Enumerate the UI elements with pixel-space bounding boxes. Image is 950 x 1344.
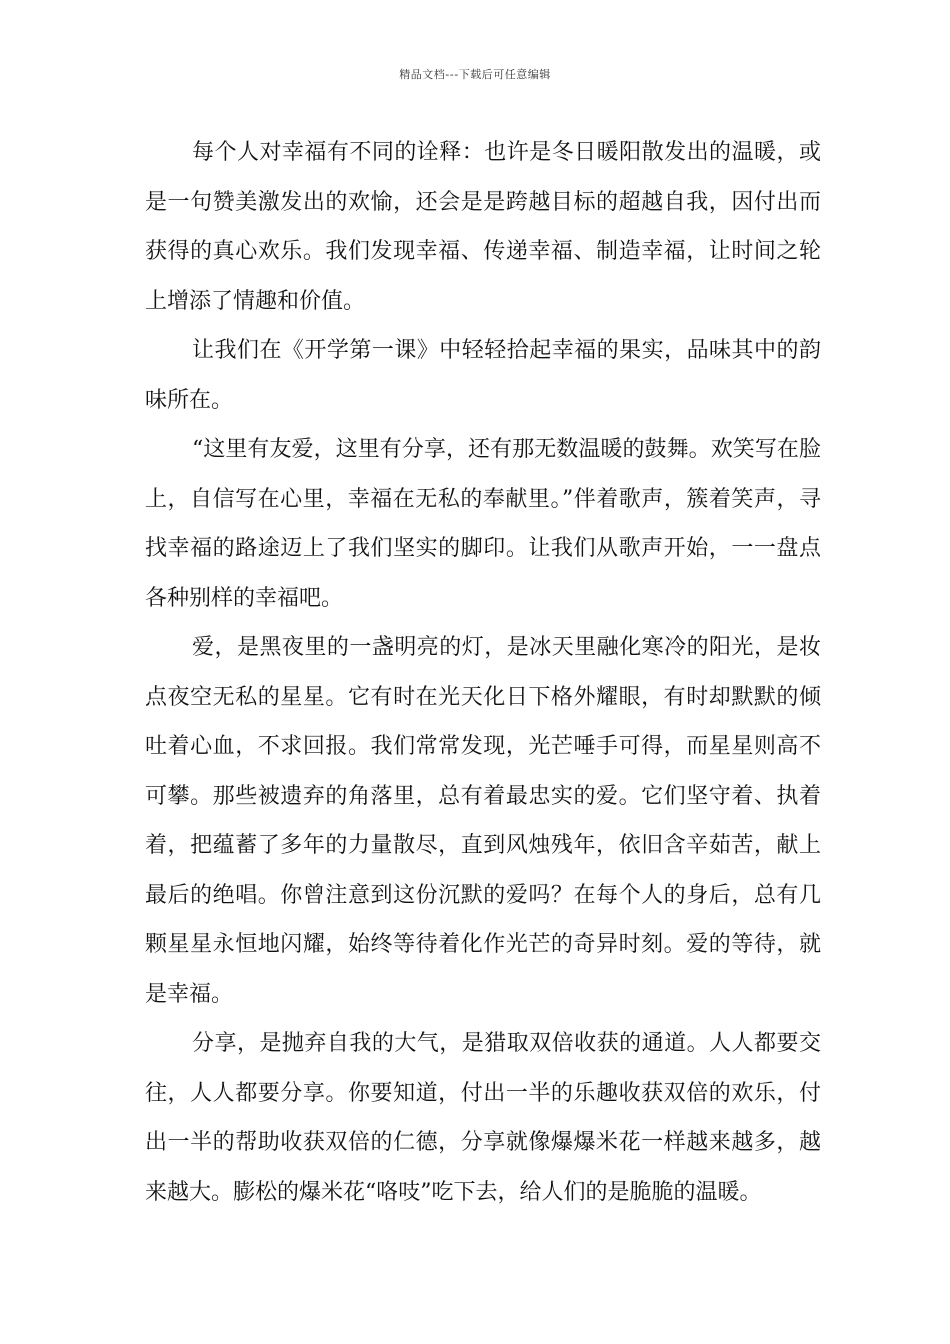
- document-body: [145, 128, 821, 1217]
- paragraph-2: 让我们在《开学第一课》中轻轻拾起幸福的果实，品味其中的韵味所在。: [145, 338, 821, 413]
- page-header: 精品文档---下载后可任意编辑: [399, 68, 551, 81]
- paragraph-5: 分享，是抛弃自我的大气，是猎取双倍收获的通道。人人都要交往，人人都要分享。你要知道，付出一半的乐趣收获双倍的欢乐，付出一半的帮助收获双倍的仁德，分享就像爆爆米花一样越来越多，越来越大。膨松的爆米花“咯吱”吃下去，给人们的是脆脆的温暖。: [145, 1031, 821, 1205]
- paragraph-4: 爱，是黑夜里的一盏明亮的灯，是冰天里融化寒冷的阳光，是妆点夜空无私的星星。它有时在光天化日下格外耀眼，有时却默默的倾吐着心血，不求回报。我们常常发现，光芒唾手可得，而星星则高不可攀。那些被遗弃的角落里，总有着最忠实的爱。它们坚守着、执着着，把蕴蓄了多年的力量散尽，直到风烛残年，依旧含辛茹苦，献上最后的绝唱。你曾注意到这份沉默的爱吗？在每个人的身后，总有几颗星星永恒地闪耀，始终等待着化作光芒的奇异时刻。爱的等待，就是幸福。: [145, 635, 821, 1007]
- paragraph-1: 每个人对幸福有不同的诠释：也许是冬日暖阳散发出的温暖，或是一句赞美激发出的欢愉，还会是是跨越目标的超越自我，因付出而获得的真心欢乐。我们发现幸福、传递幸福、制造幸福，让时间之轮上增添了情趣和价值。: [145, 140, 821, 314]
- paragraph-3: “这里有友爱，这里有分享，还有那无数温暖的鼓舞。欢笑写在脸上，自信写在心里，幸福在无私的奉献里。”伴着歌声，簇着笑声，寻找幸福的路途迈上了我们坚实的脚印。让我们从歌声开始，一一盘点各种别样的幸福吧。: [145, 437, 821, 611]
